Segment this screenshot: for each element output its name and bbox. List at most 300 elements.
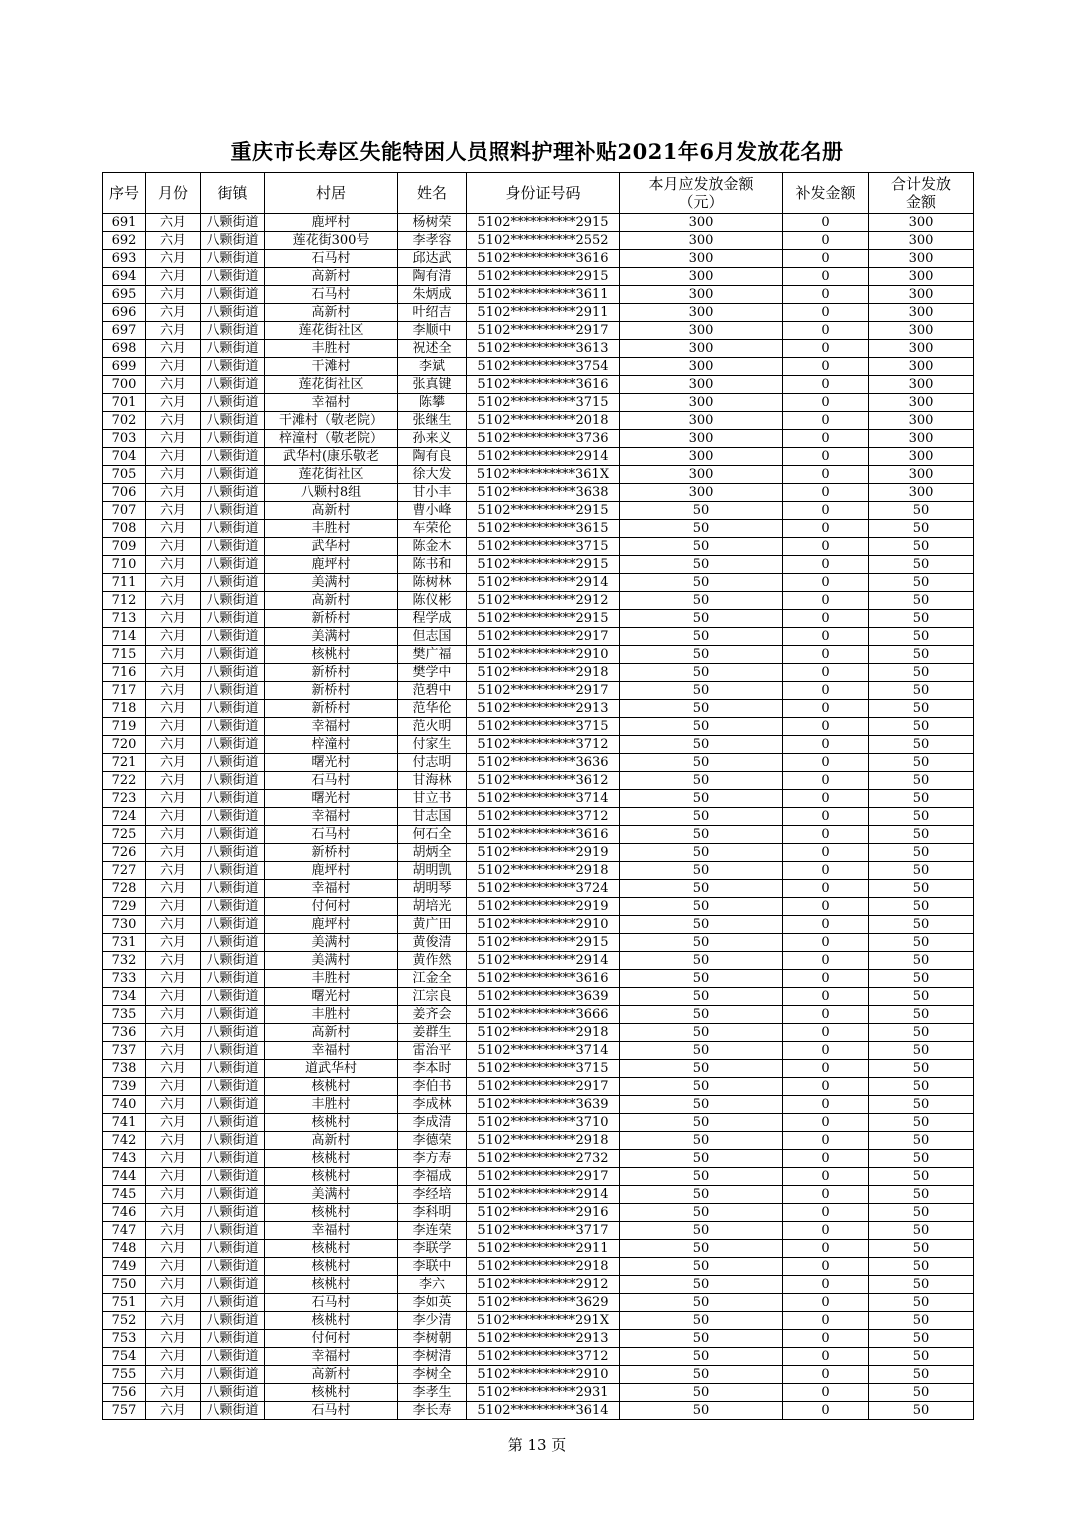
table-row bbox=[103, 1312, 974, 1330]
month-cell: 六月 bbox=[146, 700, 201, 718]
table-row bbox=[103, 1258, 974, 1276]
month-cell: 六月 bbox=[146, 826, 201, 844]
supplement-cell: 0 bbox=[783, 1258, 869, 1276]
total-cell: 50 bbox=[869, 1384, 974, 1402]
total-cell: 50 bbox=[869, 916, 974, 934]
id-cell: 5102**********3715 bbox=[467, 538, 620, 556]
id-cell: 5102**********3714 bbox=[467, 1042, 620, 1060]
amount-cell: 50 bbox=[620, 610, 783, 628]
seq-cell: 725 bbox=[103, 826, 146, 844]
total-cell: 50 bbox=[869, 610, 974, 628]
street-cell: 八颗街道 bbox=[201, 1186, 265, 1204]
name-cell: 李成清 bbox=[398, 1114, 467, 1132]
supplement-cell: 0 bbox=[783, 412, 869, 430]
street-cell: 八颗街道 bbox=[201, 1150, 265, 1168]
id-cell: 5102**********3715 bbox=[467, 394, 620, 412]
street-cell: 八颗街道 bbox=[201, 394, 265, 412]
amount-cell: 50 bbox=[620, 1312, 783, 1330]
seq-cell: 742 bbox=[103, 1132, 146, 1150]
seq-cell: 709 bbox=[103, 538, 146, 556]
total-cell: 50 bbox=[869, 1006, 974, 1024]
id-cell: 5102**********3613 bbox=[467, 340, 620, 358]
supplement-cell: 0 bbox=[783, 1078, 869, 1096]
month-cell: 六月 bbox=[146, 844, 201, 862]
street-cell: 八颗街道 bbox=[201, 412, 265, 430]
total-cell: 50 bbox=[869, 1132, 974, 1150]
table-row bbox=[103, 340, 974, 358]
table-row bbox=[103, 682, 974, 700]
name-cell: 李经培 bbox=[398, 1186, 467, 1204]
month-cell: 六月 bbox=[146, 682, 201, 700]
month-cell: 六月 bbox=[146, 412, 201, 430]
village-cell: 丰胜村 bbox=[265, 1006, 398, 1024]
id-cell: 5102**********2915 bbox=[467, 610, 620, 628]
total-cell: 300 bbox=[869, 304, 974, 322]
roster-table bbox=[102, 172, 974, 1420]
id-cell: 5102**********3736 bbox=[467, 430, 620, 448]
supplement-cell: 0 bbox=[783, 988, 869, 1006]
table-row bbox=[103, 1330, 974, 1348]
seq-cell: 722 bbox=[103, 772, 146, 790]
street-cell: 八颗街道 bbox=[201, 880, 265, 898]
seq-cell: 746 bbox=[103, 1204, 146, 1222]
supplement-cell: 0 bbox=[783, 862, 869, 880]
supplement-cell: 0 bbox=[783, 1276, 869, 1294]
amount-cell: 50 bbox=[620, 1150, 783, 1168]
month-cell: 六月 bbox=[146, 790, 201, 808]
seq-cell: 736 bbox=[103, 1024, 146, 1042]
total-cell: 50 bbox=[869, 700, 974, 718]
seq-cell: 702 bbox=[103, 412, 146, 430]
name-cell: 祝述全 bbox=[398, 340, 467, 358]
village-cell: 高新村 bbox=[265, 1024, 398, 1042]
table-row bbox=[103, 988, 974, 1006]
amount-cell: 50 bbox=[620, 502, 783, 520]
village-cell: 核桃村 bbox=[265, 1150, 398, 1168]
name-cell: 邱达武 bbox=[398, 250, 467, 268]
name-cell: 李六 bbox=[398, 1276, 467, 1294]
village-cell: 核桃村 bbox=[265, 1276, 398, 1294]
total-cell: 50 bbox=[869, 718, 974, 736]
name-cell: 付家生 bbox=[398, 736, 467, 754]
seq-cell: 720 bbox=[103, 736, 146, 754]
table-row bbox=[103, 1186, 974, 1204]
amount-cell: 50 bbox=[620, 916, 783, 934]
supplement-cell: 0 bbox=[783, 1186, 869, 1204]
supplement-cell: 0 bbox=[783, 268, 869, 286]
street-cell: 八颗街道 bbox=[201, 304, 265, 322]
month-cell: 六月 bbox=[146, 1150, 201, 1168]
village-cell: 高新村 bbox=[265, 502, 398, 520]
seq-cell: 706 bbox=[103, 484, 146, 502]
total-cell: 50 bbox=[869, 988, 974, 1006]
amount-cell: 50 bbox=[620, 718, 783, 736]
table-row bbox=[103, 538, 974, 556]
total-cell: 300 bbox=[869, 412, 974, 430]
table-row bbox=[103, 376, 974, 394]
name-cell: 杨树荣 bbox=[398, 214, 467, 232]
month-cell: 六月 bbox=[146, 898, 201, 916]
village-cell: 核桃村 bbox=[265, 1384, 398, 1402]
village-cell: 梓潼村（敬老院） bbox=[265, 430, 398, 448]
id-cell: 5102**********3712 bbox=[467, 1348, 620, 1366]
table-row bbox=[103, 1384, 974, 1402]
amount-cell: 50 bbox=[620, 1240, 783, 1258]
month-cell: 六月 bbox=[146, 862, 201, 880]
name-cell: 胡明琴 bbox=[398, 880, 467, 898]
id-cell: 5102**********3639 bbox=[467, 988, 620, 1006]
id-cell: 5102**********2917 bbox=[467, 628, 620, 646]
name-cell: 江宗良 bbox=[398, 988, 467, 1006]
table-row bbox=[103, 1096, 974, 1114]
seq-cell: 695 bbox=[103, 286, 146, 304]
seq-cell: 755 bbox=[103, 1366, 146, 1384]
total-cell: 50 bbox=[869, 1222, 974, 1240]
total-cell: 300 bbox=[869, 466, 974, 484]
amount-cell: 300 bbox=[620, 376, 783, 394]
amount-cell: 300 bbox=[620, 448, 783, 466]
name-cell: 陈仪彬 bbox=[398, 592, 467, 610]
amount-cell: 300 bbox=[620, 412, 783, 430]
column-header: 姓名 bbox=[398, 173, 467, 214]
id-cell: 5102**********2914 bbox=[467, 448, 620, 466]
month-cell: 六月 bbox=[146, 1294, 201, 1312]
village-cell: 付何村 bbox=[265, 898, 398, 916]
month-cell: 六月 bbox=[146, 1006, 201, 1024]
village-cell: 莲花街社区 bbox=[265, 466, 398, 484]
supplement-cell: 0 bbox=[783, 1168, 869, 1186]
street-cell: 八颗街道 bbox=[201, 916, 265, 934]
amount-cell: 50 bbox=[620, 646, 783, 664]
supplement-cell: 0 bbox=[783, 1366, 869, 1384]
street-cell: 八颗街道 bbox=[201, 322, 265, 340]
amount-cell: 50 bbox=[620, 1096, 783, 1114]
supplement-cell: 0 bbox=[783, 214, 869, 232]
name-cell: 李联学 bbox=[398, 1240, 467, 1258]
supplement-cell: 0 bbox=[783, 682, 869, 700]
id-cell: 5102**********3717 bbox=[467, 1222, 620, 1240]
id-cell: 5102**********2910 bbox=[467, 916, 620, 934]
street-cell: 八颗街道 bbox=[201, 1330, 265, 1348]
seq-cell: 713 bbox=[103, 610, 146, 628]
id-cell: 5102**********2914 bbox=[467, 1186, 620, 1204]
supplement-cell: 0 bbox=[783, 1024, 869, 1042]
seq-cell: 740 bbox=[103, 1096, 146, 1114]
table-header-row bbox=[103, 173, 974, 214]
seq-cell: 738 bbox=[103, 1060, 146, 1078]
village-cell: 莲花街社区 bbox=[265, 322, 398, 340]
street-cell: 八颗街道 bbox=[201, 286, 265, 304]
street-cell: 八颗街道 bbox=[201, 610, 265, 628]
street-cell: 八颗街道 bbox=[201, 1240, 265, 1258]
total-cell: 50 bbox=[869, 1060, 974, 1078]
supplement-cell: 0 bbox=[783, 1330, 869, 1348]
name-cell: 朱炳成 bbox=[398, 286, 467, 304]
id-cell: 5102**********3712 bbox=[467, 808, 620, 826]
month-cell: 六月 bbox=[146, 610, 201, 628]
month-cell: 六月 bbox=[146, 394, 201, 412]
name-cell: 樊学中 bbox=[398, 664, 467, 682]
id-cell: 5102**********3666 bbox=[467, 1006, 620, 1024]
column-header: 本月应发放金额 （元） bbox=[620, 173, 783, 214]
column-header: 身份证号码 bbox=[467, 173, 620, 214]
village-cell: 丰胜村 bbox=[265, 340, 398, 358]
id-cell: 5102**********3629 bbox=[467, 1294, 620, 1312]
street-cell: 八颗街道 bbox=[201, 250, 265, 268]
village-cell: 幸福村 bbox=[265, 1348, 398, 1366]
seq-cell: 704 bbox=[103, 448, 146, 466]
supplement-cell: 0 bbox=[783, 430, 869, 448]
total-cell: 50 bbox=[869, 736, 974, 754]
seq-cell: 721 bbox=[103, 754, 146, 772]
village-cell: 干滩村 bbox=[265, 358, 398, 376]
supplement-cell: 0 bbox=[783, 394, 869, 412]
seq-cell: 732 bbox=[103, 952, 146, 970]
month-cell: 六月 bbox=[146, 1366, 201, 1384]
name-cell: 李少清 bbox=[398, 1312, 467, 1330]
month-cell: 六月 bbox=[146, 1330, 201, 1348]
table-row bbox=[103, 718, 974, 736]
street-cell: 八颗街道 bbox=[201, 1294, 265, 1312]
table-row bbox=[103, 610, 974, 628]
id-cell: 5102**********2912 bbox=[467, 1276, 620, 1294]
amount-cell: 50 bbox=[620, 862, 783, 880]
name-cell: 李连荣 bbox=[398, 1222, 467, 1240]
village-cell: 核桃村 bbox=[265, 1114, 398, 1132]
street-cell: 八颗街道 bbox=[201, 790, 265, 808]
month-cell: 六月 bbox=[146, 1168, 201, 1186]
amount-cell: 50 bbox=[620, 1042, 783, 1060]
supplement-cell: 0 bbox=[783, 808, 869, 826]
village-cell: 美满村 bbox=[265, 1186, 398, 1204]
total-cell: 50 bbox=[869, 592, 974, 610]
name-cell: 李树清 bbox=[398, 1348, 467, 1366]
table-row bbox=[103, 880, 974, 898]
id-cell: 5102**********2931 bbox=[467, 1384, 620, 1402]
month-cell: 六月 bbox=[146, 214, 201, 232]
id-cell: 5102**********3710 bbox=[467, 1114, 620, 1132]
seq-cell: 708 bbox=[103, 520, 146, 538]
supplement-cell: 0 bbox=[783, 1240, 869, 1258]
total-cell: 50 bbox=[869, 1330, 974, 1348]
street-cell: 八颗街道 bbox=[201, 1222, 265, 1240]
name-cell: 但志国 bbox=[398, 628, 467, 646]
street-cell: 八颗街道 bbox=[201, 1402, 265, 1420]
month-cell: 六月 bbox=[146, 592, 201, 610]
table-row bbox=[103, 1132, 974, 1150]
month-cell: 六月 bbox=[146, 1114, 201, 1132]
table-row bbox=[103, 628, 974, 646]
table-row bbox=[103, 790, 974, 808]
village-cell: 鹿坪村 bbox=[265, 214, 398, 232]
seq-cell: 694 bbox=[103, 268, 146, 286]
supplement-cell: 0 bbox=[783, 1060, 869, 1078]
column-header: 村居 bbox=[265, 173, 398, 214]
street-cell: 八颗街道 bbox=[201, 340, 265, 358]
street-cell: 八颗街道 bbox=[201, 574, 265, 592]
total-cell: 50 bbox=[869, 1186, 974, 1204]
supplement-cell: 0 bbox=[783, 826, 869, 844]
id-cell: 5102**********2915 bbox=[467, 502, 620, 520]
total-cell: 50 bbox=[869, 502, 974, 520]
amount-cell: 300 bbox=[620, 430, 783, 448]
month-cell: 六月 bbox=[146, 1024, 201, 1042]
month-cell: 六月 bbox=[146, 808, 201, 826]
table-row bbox=[103, 1024, 974, 1042]
amount-cell: 50 bbox=[620, 1186, 783, 1204]
month-cell: 六月 bbox=[146, 664, 201, 682]
id-cell: 5102**********291X bbox=[467, 1312, 620, 1330]
seq-cell: 756 bbox=[103, 1384, 146, 1402]
id-cell: 5102**********3714 bbox=[467, 790, 620, 808]
month-cell: 六月 bbox=[146, 880, 201, 898]
seq-cell: 747 bbox=[103, 1222, 146, 1240]
month-cell: 六月 bbox=[146, 1240, 201, 1258]
id-cell: 5102**********3616 bbox=[467, 970, 620, 988]
amount-cell: 50 bbox=[620, 664, 783, 682]
table-row bbox=[103, 736, 974, 754]
table-row bbox=[103, 1294, 974, 1312]
id-cell: 5102**********2917 bbox=[467, 1168, 620, 1186]
month-cell: 六月 bbox=[146, 916, 201, 934]
amount-cell: 50 bbox=[620, 1132, 783, 1150]
supplement-cell: 0 bbox=[783, 610, 869, 628]
seq-cell: 737 bbox=[103, 1042, 146, 1060]
month-cell: 六月 bbox=[146, 358, 201, 376]
column-header: 合计发放 金额 bbox=[869, 173, 974, 214]
supplement-cell: 0 bbox=[783, 250, 869, 268]
table-row bbox=[103, 934, 974, 952]
total-cell: 50 bbox=[869, 1348, 974, 1366]
village-cell: 丰胜村 bbox=[265, 1096, 398, 1114]
village-cell: 石马村 bbox=[265, 826, 398, 844]
month-cell: 六月 bbox=[146, 448, 201, 466]
amount-cell: 300 bbox=[620, 466, 783, 484]
name-cell: 姜群生 bbox=[398, 1024, 467, 1042]
month-cell: 六月 bbox=[146, 952, 201, 970]
total-cell: 50 bbox=[869, 520, 974, 538]
table-row bbox=[103, 232, 974, 250]
name-cell: 叶绍吉 bbox=[398, 304, 467, 322]
table-row bbox=[103, 574, 974, 592]
supplement-cell: 0 bbox=[783, 376, 869, 394]
street-cell: 八颗街道 bbox=[201, 430, 265, 448]
amount-cell: 50 bbox=[620, 1384, 783, 1402]
id-cell: 5102**********2910 bbox=[467, 1366, 620, 1384]
table-row bbox=[103, 1042, 974, 1060]
id-cell: 5102**********2915 bbox=[467, 268, 620, 286]
name-cell: 雷治平 bbox=[398, 1042, 467, 1060]
id-cell: 5102**********3724 bbox=[467, 880, 620, 898]
supplement-cell: 0 bbox=[783, 880, 869, 898]
seq-cell: 698 bbox=[103, 340, 146, 358]
village-cell: 石马村 bbox=[265, 772, 398, 790]
month-cell: 六月 bbox=[146, 1348, 201, 1366]
table-row bbox=[103, 484, 974, 502]
id-cell: 5102**********2917 bbox=[467, 1078, 620, 1096]
id-cell: 5102**********3615 bbox=[467, 520, 620, 538]
total-cell: 50 bbox=[869, 1204, 974, 1222]
village-cell: 核桃村 bbox=[265, 1078, 398, 1096]
village-cell: 干滩村（敬老院） bbox=[265, 412, 398, 430]
amount-cell: 50 bbox=[620, 952, 783, 970]
supplement-cell: 0 bbox=[783, 718, 869, 736]
street-cell: 八颗街道 bbox=[201, 448, 265, 466]
street-cell: 八颗街道 bbox=[201, 754, 265, 772]
village-cell: 高新村 bbox=[265, 592, 398, 610]
amount-cell: 300 bbox=[620, 304, 783, 322]
street-cell: 八颗街道 bbox=[201, 466, 265, 484]
column-header: 序号 bbox=[103, 173, 146, 214]
total-cell: 300 bbox=[869, 448, 974, 466]
amount-cell: 50 bbox=[620, 1006, 783, 1024]
village-cell: 新桥村 bbox=[265, 664, 398, 682]
amount-cell: 50 bbox=[620, 1222, 783, 1240]
street-cell: 八颗街道 bbox=[201, 1384, 265, 1402]
total-cell: 300 bbox=[869, 394, 974, 412]
amount-cell: 50 bbox=[620, 970, 783, 988]
month-cell: 六月 bbox=[146, 1402, 201, 1420]
village-cell: 新桥村 bbox=[265, 610, 398, 628]
street-cell: 八颗街道 bbox=[201, 520, 265, 538]
table-row bbox=[103, 448, 974, 466]
name-cell: 李福成 bbox=[398, 1168, 467, 1186]
month-cell: 六月 bbox=[146, 1096, 201, 1114]
name-cell: 胡明凯 bbox=[398, 862, 467, 880]
month-cell: 六月 bbox=[146, 736, 201, 754]
seq-cell: 696 bbox=[103, 304, 146, 322]
name-cell: 李孝生 bbox=[398, 1384, 467, 1402]
name-cell: 孙来义 bbox=[398, 430, 467, 448]
total-cell: 50 bbox=[869, 1096, 974, 1114]
amount-cell: 50 bbox=[620, 754, 783, 772]
seq-cell: 691 bbox=[103, 214, 146, 232]
table-row bbox=[103, 250, 974, 268]
village-cell: 高新村 bbox=[265, 1132, 398, 1150]
name-cell: 程学成 bbox=[398, 610, 467, 628]
total-cell: 50 bbox=[869, 790, 974, 808]
id-cell: 5102**********2915 bbox=[467, 214, 620, 232]
village-cell: 丰胜村 bbox=[265, 520, 398, 538]
table-row bbox=[103, 916, 974, 934]
month-cell: 六月 bbox=[146, 250, 201, 268]
supplement-cell: 0 bbox=[783, 448, 869, 466]
id-cell: 5102**********2915 bbox=[467, 934, 620, 952]
seq-cell: 734 bbox=[103, 988, 146, 1006]
month-cell: 六月 bbox=[146, 556, 201, 574]
street-cell: 八颗街道 bbox=[201, 1096, 265, 1114]
table-row bbox=[103, 556, 974, 574]
street-cell: 八颗街道 bbox=[201, 628, 265, 646]
village-cell: 美满村 bbox=[265, 628, 398, 646]
month-cell: 六月 bbox=[146, 304, 201, 322]
id-cell: 5102**********2018 bbox=[467, 412, 620, 430]
month-cell: 六月 bbox=[146, 970, 201, 988]
village-cell: 八颗村8组 bbox=[265, 484, 398, 502]
supplement-cell: 0 bbox=[783, 1294, 869, 1312]
id-cell: 5102**********2914 bbox=[467, 574, 620, 592]
seq-cell: 733 bbox=[103, 970, 146, 988]
supplement-cell: 0 bbox=[783, 952, 869, 970]
amount-cell: 50 bbox=[620, 1294, 783, 1312]
amount-cell: 50 bbox=[620, 520, 783, 538]
month-cell: 六月 bbox=[146, 1042, 201, 1060]
seq-cell: 729 bbox=[103, 898, 146, 916]
supplement-cell: 0 bbox=[783, 664, 869, 682]
village-cell: 曙光村 bbox=[265, 988, 398, 1006]
seq-cell: 719 bbox=[103, 718, 146, 736]
table-row bbox=[103, 1204, 974, 1222]
